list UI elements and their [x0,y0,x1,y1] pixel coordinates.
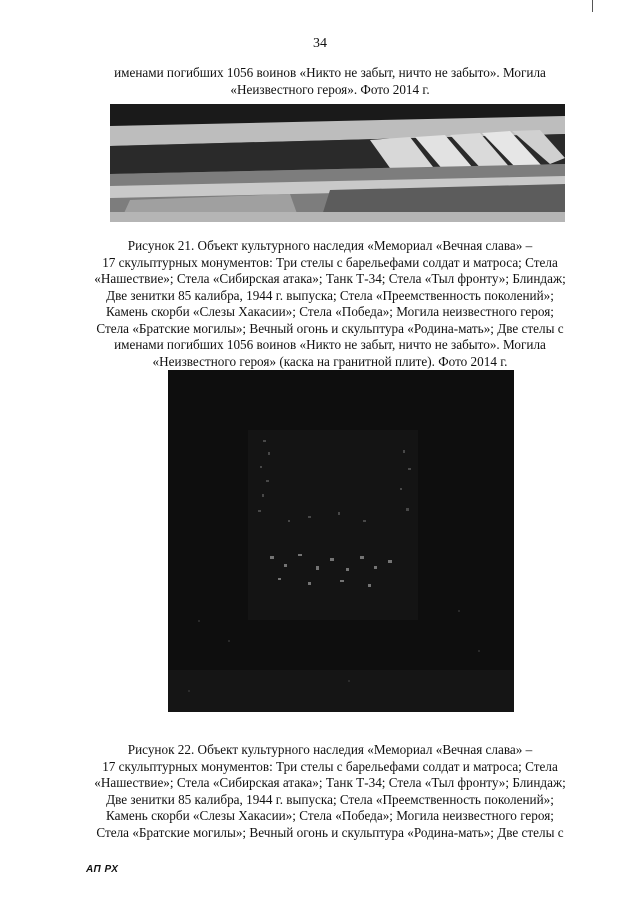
caption-line: 17 скульптурных монументов: Три стелы с барельефами солдат и матроса; Стела [102,254,558,270]
caption-line: «Неизвестного героя». Фото 2014 г. [230,81,430,97]
page-number: 34 [313,36,327,51]
memorial-wall-image [110,104,565,222]
caption-line: Камень скорби «Слезы Хакасии»; Стела «Победа»; Могила неизвестного героя; [106,304,554,319]
caption-line: Стела «Братские могилы»; Вечный огонь и скульптура «Родина-мать»; Две стелы с [96,824,564,840]
caption-line: 17 скульптурных монументов: Три стелы с барельефами солдат и матроса; Стела [102,758,558,774]
caption-line: «Нашествие»; Стела «Сибирская атака»; Танк Т-34; Стела «Тыл фронту»; Блиндаж; [94,775,566,790]
caption-line: именами погибших 1056 воинов «Никто не забыт, ничто не забыто». Могила [114,337,546,352]
caption-continued [70,65,590,98]
caption-line: именами погибших 1056 воинов «Никто не забыт, ничто не забыто». Могила [114,65,546,80]
caption-line: Стела «Братские могилы»; Вечный огонь и скульптура «Родина-мать»; Две стелы с [96,320,564,336]
caption-line: Две зенитки 85 калибра, 1944 г. выпуска; Стела «Преемственность поколений»; [106,791,554,807]
helmet-on-granite-photo [168,370,514,712]
caption-line: Рисунок 21. Объект культурного наследия «Мемориал «Вечная слава» – [127,238,533,253]
memorial-wall-photo [110,104,565,222]
figure-21-caption [70,238,590,370]
caption-line: Камень скорби «Слезы Хакасии»; Стела «Победа»; Могила неизвестного героя; [106,808,554,823]
caption-line: Две зенитки 85 калибра, 1944 г. выпуска; Стела «Преемственность поколений»; [106,287,554,303]
caption-line: «Нашествие»; Стела «Сибирская атака»; Танк Т-34; Стела «Тыл фронту»; Блиндаж; [94,271,566,286]
caption-line: «Неизвестного героя» (каска на гранитной плите). Фото 2014 г. [152,353,508,369]
caption-line: Рисунок 22. Объект культурного наследия «Мемориал «Вечная слава» – [127,742,533,757]
archive-stamp: АП РХ [86,864,119,875]
scan-edge-mark [592,0,593,12]
helmet-image [168,370,514,712]
figure-22-caption [70,742,590,841]
